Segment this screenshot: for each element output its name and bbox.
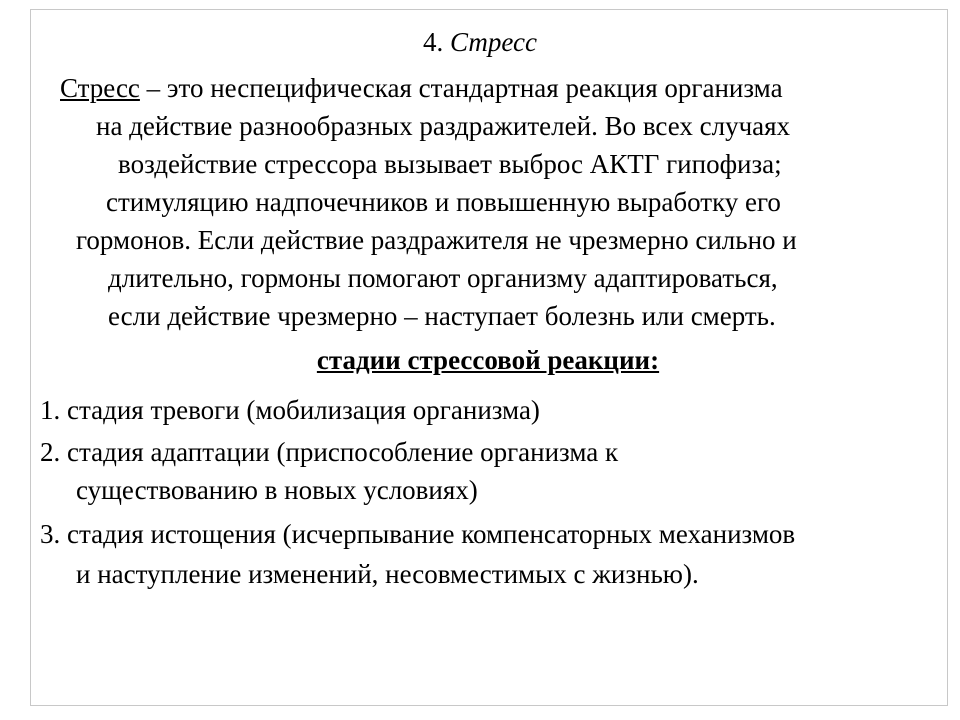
- heading-number: 4.: [423, 27, 444, 57]
- stage-3-line-1: 3. стадия истощения (исчерпывание компенсаторных механизмов: [40, 519, 796, 549]
- definition-line-1: [60, 70, 783, 106]
- definition-line-3: воздействие стрессора вызывает выброс АКТГ гипофиза;: [118, 149, 782, 179]
- definition-line-2: на действие разнообразных раздражителей. Во всех случаях: [96, 111, 791, 141]
- definition-line-5: гормонов. Если действие раздражителя не чрезмерно сильно и: [76, 225, 797, 255]
- definition-term: Стресс: [60, 73, 140, 103]
- stage-2-line-1: 2. стадия адаптации (приспособление организма к: [40, 437, 619, 467]
- slide-heading: [0, 24, 960, 60]
- stages-title: стадии стрессовой реакции:: [316, 345, 660, 375]
- heading-title: Стресс: [450, 27, 537, 57]
- definition-line-7: если действие чрезмерно – наступает болезнь или смерть.: [108, 301, 776, 331]
- definition-line-1-rest: – это неспецифическая стандартная реакция организма: [139, 73, 783, 103]
- definition-line-6: длительно, гормоны помогают организму адаптироваться,: [108, 263, 778, 293]
- stage-1-line-1: 1. стадия тревоги (мобилизация организма): [40, 395, 540, 425]
- definition-line-4: стимуляцию надпочечников и повышенную выработку его: [106, 187, 781, 217]
- stage-3-line-2: и наступление изменений, несовместимых с жизнью).: [76, 559, 699, 589]
- stage-2-line-2: существованию в новых условиях): [76, 475, 478, 505]
